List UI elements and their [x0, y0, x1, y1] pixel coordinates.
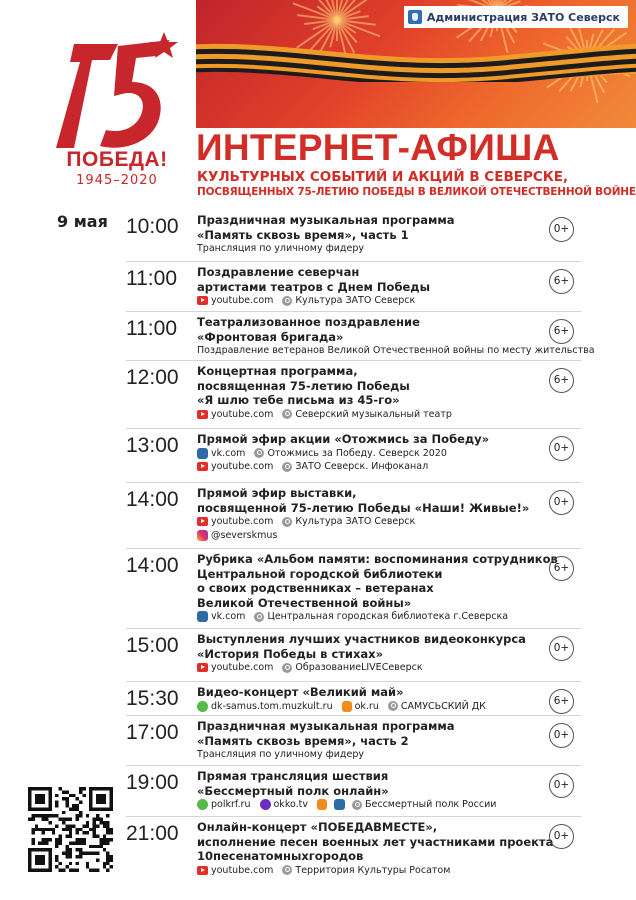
search-query[interactable]: ЗАТО Северск. Инфоканал	[295, 461, 429, 472]
vk-icon	[334, 799, 345, 810]
link-text[interactable]: vk.com	[211, 447, 246, 459]
event-content	[197, 265, 547, 308]
web-icon	[197, 799, 208, 810]
subtitle-line-1: КУЛЬТУРНЫХ СОБЫТИЙ И АКЦИЙ В СЕВЕРСКЕ,	[197, 169, 569, 185]
event-title-line: исполнение песен военных лет участниками проекта	[197, 834, 554, 849]
event-content	[197, 364, 547, 421]
event-time: 14:00	[126, 554, 179, 577]
age-rating-badge: 6+	[549, 556, 574, 581]
link-text[interactable]: dk-samus.tom.muzkult.ru	[211, 700, 333, 712]
event-title-line: «Фронтовая бригада»	[197, 329, 344, 344]
event-time: 12:00	[126, 366, 179, 389]
event-row	[126, 210, 581, 261]
event-row	[126, 715, 581, 765]
link-text[interactable]: youtube.com	[211, 662, 274, 673]
search-query[interactable]: Территория Культуры Росатом	[295, 864, 451, 876]
event-title-line: Прямой эфир акции «Отожмись за Победу»	[197, 432, 490, 446]
event-title-line: Поздравление северчан	[197, 265, 360, 279]
search-icon	[282, 296, 292, 306]
web-icon	[197, 701, 208, 712]
age-rating-badge: 0+	[549, 217, 574, 242]
event-row	[126, 428, 581, 482]
event-content	[197, 632, 547, 675]
event-title-line: о своих родственниках – ветеранах	[197, 581, 434, 595]
search-query[interactable]: Культура ЗАТО Северск	[295, 516, 416, 527]
vk-icon	[197, 448, 208, 459]
event-links	[197, 447, 547, 461]
search-icon	[282, 517, 292, 527]
age-rating-badge: 0+	[549, 773, 574, 798]
link-text[interactable]: youtube.com	[211, 516, 274, 527]
event-title-line: Видео-концерт «Великий май»	[197, 685, 404, 699]
event-links	[197, 515, 547, 529]
event-note: Трансляция по уличному фидеру	[197, 749, 364, 760]
event-links	[197, 864, 547, 878]
youtube-icon	[197, 866, 208, 875]
search-query[interactable]: Отожмись за Победу. Северск 2020	[267, 447, 447, 459]
link-text[interactable]: @severskmus	[211, 529, 278, 541]
event-title-line: Праздничная музыкальная программа	[197, 719, 455, 733]
search-icon	[388, 701, 398, 711]
link-text[interactable]: ok.ru	[354, 700, 379, 712]
event-time: 10:00	[126, 215, 179, 238]
event-title-line: «Я шлю тебе письма из 45-го»	[197, 393, 400, 407]
event-row	[126, 816, 581, 876]
event-content	[197, 486, 547, 542]
administration-label: Администрация ЗАТО Северск	[426, 10, 620, 24]
age-rating-badge: 6+	[549, 689, 574, 714]
logo-word: ПОБЕДА!	[66, 148, 168, 171]
age-rating-badge: 6+	[549, 368, 574, 393]
event-time: 13:00	[126, 434, 179, 457]
search-icon	[254, 448, 264, 458]
link-text[interactable]: youtube.com	[211, 864, 274, 876]
ok-icon	[317, 799, 327, 810]
link-text[interactable]: youtube.com	[211, 408, 274, 420]
event-row	[126, 548, 581, 628]
search-icon	[352, 800, 362, 810]
youtube-icon	[197, 462, 208, 471]
event-links	[197, 610, 547, 624]
event-row	[126, 311, 595, 360]
event-note: Трансляция по уличному фидеру	[197, 243, 364, 254]
header-banner	[196, 0, 636, 128]
event-content	[197, 820, 554, 877]
search-icon	[282, 865, 292, 875]
link-text[interactable]: okko.tv	[273, 799, 308, 810]
event-time: 21:00	[126, 822, 179, 845]
event-row	[126, 628, 581, 681]
event-title-line: Праздничная музыкальная программа	[197, 213, 455, 227]
age-rating-badge: 0+	[549, 490, 574, 515]
st-george-ribbon	[196, 36, 636, 82]
event-time: 14:00	[126, 488, 179, 511]
youtube-icon	[197, 517, 208, 526]
event-links	[197, 661, 547, 675]
event-title-line: «Память сквозь время», часть 2	[197, 733, 409, 748]
event-links	[197, 460, 547, 474]
event-title-line: Прямая трансляция шествия	[197, 769, 389, 783]
event-title-line: Выступления лучших участников видеоконкурса	[197, 632, 526, 646]
search-query[interactable]: Культура ЗАТО Северск	[295, 295, 416, 306]
link-text[interactable]: youtube.com	[211, 461, 274, 472]
search-query[interactable]: САМУСЬСКИЙ ДК	[400, 700, 486, 712]
event-links	[197, 294, 547, 308]
event-row	[126, 482, 581, 548]
youtube-icon	[197, 296, 208, 305]
search-icon	[282, 462, 292, 472]
event-title-line: Центральной городской библиотеки	[197, 566, 443, 581]
event-title-line: «История Победы в стихах»	[197, 646, 384, 661]
event-title-line: Онлайн-концерт «ПОБЕДАВМЕСТЕ»,	[197, 820, 438, 834]
event-content	[197, 769, 547, 812]
event-links	[197, 529, 547, 543]
event-title-line: «Память сквозь время», часть 1	[197, 227, 409, 242]
instagram-icon	[197, 530, 208, 541]
age-rating-badge: 0+	[549, 824, 574, 849]
event-title-line: Рубрика «Альбом памяти: воспоминания сотрудников	[197, 552, 558, 566]
event-title-line: Концертная программа,	[197, 364, 358, 378]
event-time: 11:00	[126, 317, 177, 340]
event-title-line: 10песенатомныхгородов	[197, 849, 364, 863]
link-text[interactable]: vk.com	[211, 611, 246, 622]
search-query[interactable]: Северский музыкальный театр	[295, 408, 452, 420]
administration-badge	[404, 6, 628, 28]
page-title: ИНТЕРНЕТ-АФИША	[196, 127, 560, 168]
event-date: 9 мая	[57, 212, 108, 231]
event-row	[126, 360, 581, 428]
event-title-line: Театрализованное поздравление	[197, 315, 420, 329]
event-time: 15:00	[126, 634, 179, 657]
event-content	[197, 552, 558, 624]
age-rating-badge: 6+	[549, 319, 574, 344]
search-query[interactable]: Центральная городская библиотека г.Северска	[267, 611, 509, 622]
event-title-line: артистами театров с Днем Победы	[197, 279, 430, 294]
event-title-line: посвященной 75-летию Победы «Наши! Живые!»	[197, 500, 530, 515]
youtube-icon	[197, 410, 208, 419]
event-row	[126, 765, 581, 816]
event-time: 19:00	[126, 771, 179, 794]
link-text[interactable]: polkrf.ru	[211, 799, 251, 810]
event-row	[126, 261, 581, 311]
event-content	[197, 432, 547, 474]
event-time: 11:00	[126, 267, 177, 290]
logo-years: 1945–2020	[76, 173, 158, 188]
event-content	[197, 719, 547, 761]
event-time: 15:30	[126, 687, 179, 710]
search-query[interactable]: Бессмертный полк России	[365, 799, 497, 810]
event-links	[197, 798, 547, 812]
age-rating-badge: 0+	[549, 636, 574, 661]
event-title-line: «Бессмертный полк онлайн»	[197, 783, 389, 798]
search-query[interactable]: ОбразованиеLIVEСеверск	[295, 662, 423, 673]
event-content	[197, 685, 547, 713]
event-note: Поздравление ветеранов Великой Отечественной войны по месту жительства	[197, 345, 595, 356]
age-rating-badge: 0+	[549, 723, 574, 748]
age-rating-badge: 6+	[549, 269, 574, 294]
event-content	[197, 213, 547, 255]
coat-of-arms-icon	[408, 10, 422, 24]
qr-code[interactable]	[28, 787, 113, 872]
subtitle-line-2: ПОСВЯЩЕННЫХ 75-ЛЕТИЮ ПОБЕДЫ В ВЕЛИКОЙ ОТЕЧЕСТВЕННОЙ ВОЙНЕ	[197, 186, 636, 198]
event-links	[197, 700, 547, 714]
search-icon	[282, 409, 292, 419]
event-title-line: Великой Отечественной войны»	[197, 595, 412, 610]
event-row	[126, 681, 581, 715]
age-rating-badge: 0+	[549, 436, 574, 461]
youtube-icon	[197, 663, 208, 672]
event-title-line: Прямой эфир выставки,	[197, 486, 357, 500]
ok-icon	[342, 701, 352, 712]
event-title-line: посвященная 75-летию Победы	[197, 378, 410, 393]
link-text[interactable]: youtube.com	[211, 295, 274, 306]
event-content	[197, 315, 595, 357]
search-icon	[254, 612, 264, 622]
vk-icon	[197, 611, 208, 622]
event-links	[197, 408, 547, 422]
event-time: 17:00	[126, 721, 179, 744]
okko-icon	[260, 799, 271, 810]
search-icon	[282, 663, 292, 673]
